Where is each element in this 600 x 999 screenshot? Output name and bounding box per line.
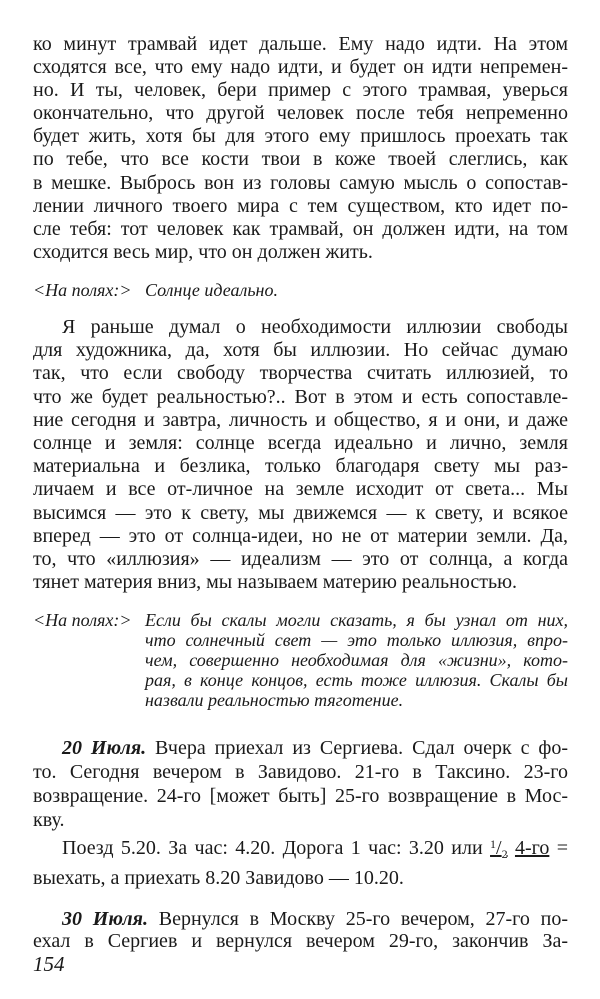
- text-line: что же будет реальностью?.. Вот в этом и есть сопоставле-: [33, 385, 568, 408]
- text-line: материальна и безлика, только благодаря свету мы раз-: [33, 455, 568, 478]
- margin-note-label: <На полях:>: [33, 610, 132, 630]
- text-line: будет жить, хотя бы для этого ему пришлось проехать так: [33, 125, 568, 148]
- diary-entry-20-july: [33, 736, 568, 890]
- diary-entry-30-july: [33, 908, 568, 952]
- text-line: для художника, да, хотя бы иллюзии. Но сейчас думаю: [33, 339, 568, 362]
- text-line: так, что если свободу творчества считать иллюзией, то: [33, 362, 568, 385]
- entry-text: =: [549, 837, 568, 859]
- page-number: 154: [33, 952, 65, 976]
- underlined-text: 4-го: [514, 837, 550, 859]
- text-line: ко минут трамвай идет дальше. Ему надо идти. На этом: [33, 33, 568, 55]
- entry-text: Поезд 5.20. За час: 4.20. Дорога 1 час: 3.20 или: [62, 837, 491, 859]
- text-line: сходятся все, что ему надо идти, и будет он идти непремен-: [33, 56, 568, 79]
- entry-line: выехать, а приехать 8.20 Завидово — 10.20.: [33, 867, 404, 889]
- text-line: рая, в конце концов, есть тоже иллюзия. Скалы бы: [145, 670, 568, 690]
- text-line: личаем и все от-личное на земле исходит от света... Мы: [33, 478, 568, 501]
- text-line: сле тебя: тот человек как трамвай, он должен идти, на том: [33, 217, 568, 240]
- text-line: ние сегодня и завтра, личность и общество, я и они, и даже: [33, 408, 568, 431]
- entry-text: Вчера приехал из Сергиева. Сдал очерк с фо-: [146, 737, 568, 759]
- text-line: окончательно, что другой человек после тебя непременно: [33, 102, 568, 125]
- margin-note-text: Солнце идеально.: [145, 280, 278, 300]
- entry-line: кву.: [33, 809, 65, 831]
- text-line: но. И ты, человек, бери пример с этого трамвая, уверься: [33, 79, 568, 102]
- entry-line: [33, 736, 568, 760]
- text-line: Если бы скалы могли сказать, я бы узнал от них,: [145, 610, 568, 630]
- entry-date: 20 Июля.: [62, 737, 147, 759]
- fraction-denominator: 2: [501, 847, 508, 861]
- entry-text: Вернулся в Москву 25-го вечером, 27-го по-: [147, 908, 568, 930]
- fraction-numerator: 1: [490, 837, 497, 851]
- text-line: лении личного твоего мира с тем существом, кто идет по-: [33, 194, 568, 217]
- entry-line: [33, 908, 568, 930]
- text-line: то, что «иллюзия» — идеализм — это от солнца, а когда: [33, 548, 568, 571]
- fraction-half: $^1/_2$: [490, 837, 508, 861]
- text-line: Я раньше думал о необходимости иллюзии свободы: [62, 316, 568, 338]
- margin-note-label: <На полях:>: [33, 280, 132, 300]
- text-line: в мешке. Выбрось вон из головы самую мысль о сопостав-: [33, 171, 568, 194]
- text-line: высимся — это к свету, мы движемся — к свету, и всякое: [33, 501, 568, 524]
- text-line: сходится весь мир, что он должен жить.: [33, 240, 373, 263]
- entry-line: возвращение. 24-го [может быть] 25-го возвращение в Мос-: [33, 785, 568, 807]
- margin-note-text: [145, 610, 568, 710]
- paragraph-1: [33, 33, 568, 264]
- text-line: чем, совершенно необходимая для «жизни», кото-: [145, 650, 568, 670]
- paragraph-2: [33, 316, 568, 594]
- entry-line: ехал в Сергиев и вернулся вечером 29-го, закончив За-: [33, 930, 568, 952]
- entry-line: то. Сегодня вечером в Завидово. 21-го в Таксино. 23-го: [33, 761, 568, 783]
- entry-line-train: [33, 832, 568, 866]
- text-line: что солнечный свет — это только иллюзия, впро-: [145, 630, 568, 650]
- text-line: назвали реальностью тяготение.: [145, 690, 404, 710]
- entry-date: 30 Июля.: [62, 908, 148, 930]
- text-line: тянет материя вниз, мы называем материю реальностью.: [33, 571, 518, 594]
- text-line: по тебе, что все кости твои в коже твоей слеглись, как: [33, 148, 568, 171]
- text-line: солнце и земля: солнце всегда идеально и лично, земля: [33, 432, 568, 455]
- text-line: вперед — это от солнца-идеи, но не от материи земли. Да,: [33, 524, 568, 547]
